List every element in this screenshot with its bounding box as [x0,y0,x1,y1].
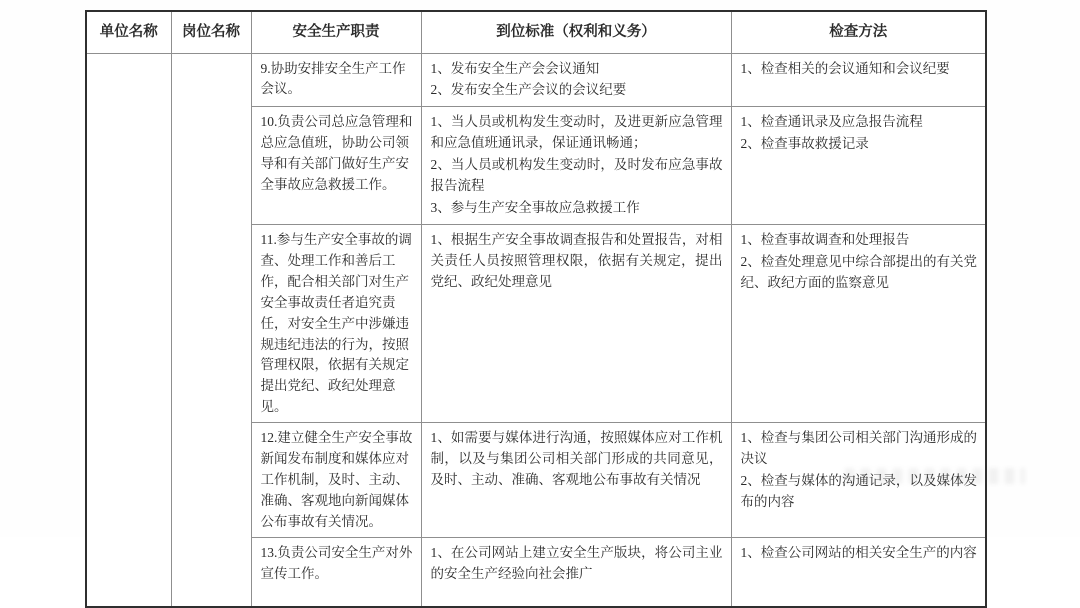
check-cell [731,107,986,225]
table-row [86,53,986,107]
standard-item: 1、根据生产安全事故调查报告和处置报告，对相关责任人员按照管理权限，依据有关规定，提出党纪、政纪处理意见 [430,231,723,289]
standard-cell [421,53,731,107]
header-position-name: 岗位名称 [171,11,251,53]
standard-cell [421,224,731,422]
standard-item: 2、发布安全生产会议的会议纪要 [430,82,627,98]
check-cell [731,537,986,607]
header-safety-duty: 安全生产职责 [251,11,421,53]
header-standard: 到位标准（权利和义务） [421,11,731,53]
check-cell [731,224,986,422]
duty-cell: 13.负责公司安全生产对外宣传工作。 [251,537,421,607]
standard-item: 1、当人员或机构发生变动时，及进更新应急管理和应急值班通讯录，保证通讯畅通； [430,114,723,151]
duty-cell: 12.建立健全生产安全事故新闻发布制度和媒体应对工作机制，及时、主动、准确、客观地向新闻媒体公布事故有关情况。 [251,423,421,538]
duty-cell: 11.参与生产安全事故的调查、处理工作和善后工作，配合相关部门对生产安全事故责任者追究责任，对安全生产中涉嫌违规违纪违法的行为，按照管理权限，依据有关规定提出党纪、政纪处理意见。 [251,224,421,422]
check-item: 1、检查与集团公司相关部门沟通形成的决议 [740,430,977,467]
check-item: 2、检查事故救援记录 [740,136,869,152]
standard-cell [421,107,731,225]
table-header-row [86,11,986,53]
standard-cell [421,537,731,607]
duty-cell: 9.协助安排安全生产工作会议。 [251,53,421,107]
standard-item: 1、发布安全生产会会议通知 [430,60,600,76]
position-name-cell [171,53,251,607]
check-item: 1、检查通讯录及应急报告流程 [740,114,923,130]
check-cell [731,53,986,107]
standard-item: 3、参与生产安全事故应急救援工作 [430,200,640,216]
unit-name-cell [86,53,171,607]
standard-item: 1、如需要与媒体进行沟通，按照媒体应对工作机制，以及与集团公司相关部门形成的共同意见，及时、主动、准确、客观地公布事故有关情况 [430,430,723,488]
safety-duty-table [85,10,987,608]
header-unit-name: 单位名称 [86,11,171,53]
standard-item: 1、在公司网站上建立安全生产版块，将公司主业的安全生产经验向社会推广 [430,544,723,581]
check-item: 1、检查公司网站的相关安全生产的内容 [740,544,977,560]
check-cell [731,423,986,538]
check-item: 1、检查事故调查和处理报告 [740,231,910,247]
check-item: 1、检查相关的会议通知和会议纪要 [740,60,950,76]
check-item: 2、检查处理意见中综合部提出的有关党纪、政纪方面的监察意见 [740,253,977,290]
standard-cell [421,423,731,538]
header-check-method: 检查方法 [731,11,986,53]
check-item: 2、检查与媒体的沟通记录，以及媒体发布的内容 [740,473,977,510]
standard-item: 2、当人员或机构发生变动时，及时发布应急事故报告流程 [430,157,723,194]
duty-cell: 10.负责公司总应急管理和总应急值班，协助公司领导和有关部门做好生产安全事故应急救援工作。 [251,107,421,225]
